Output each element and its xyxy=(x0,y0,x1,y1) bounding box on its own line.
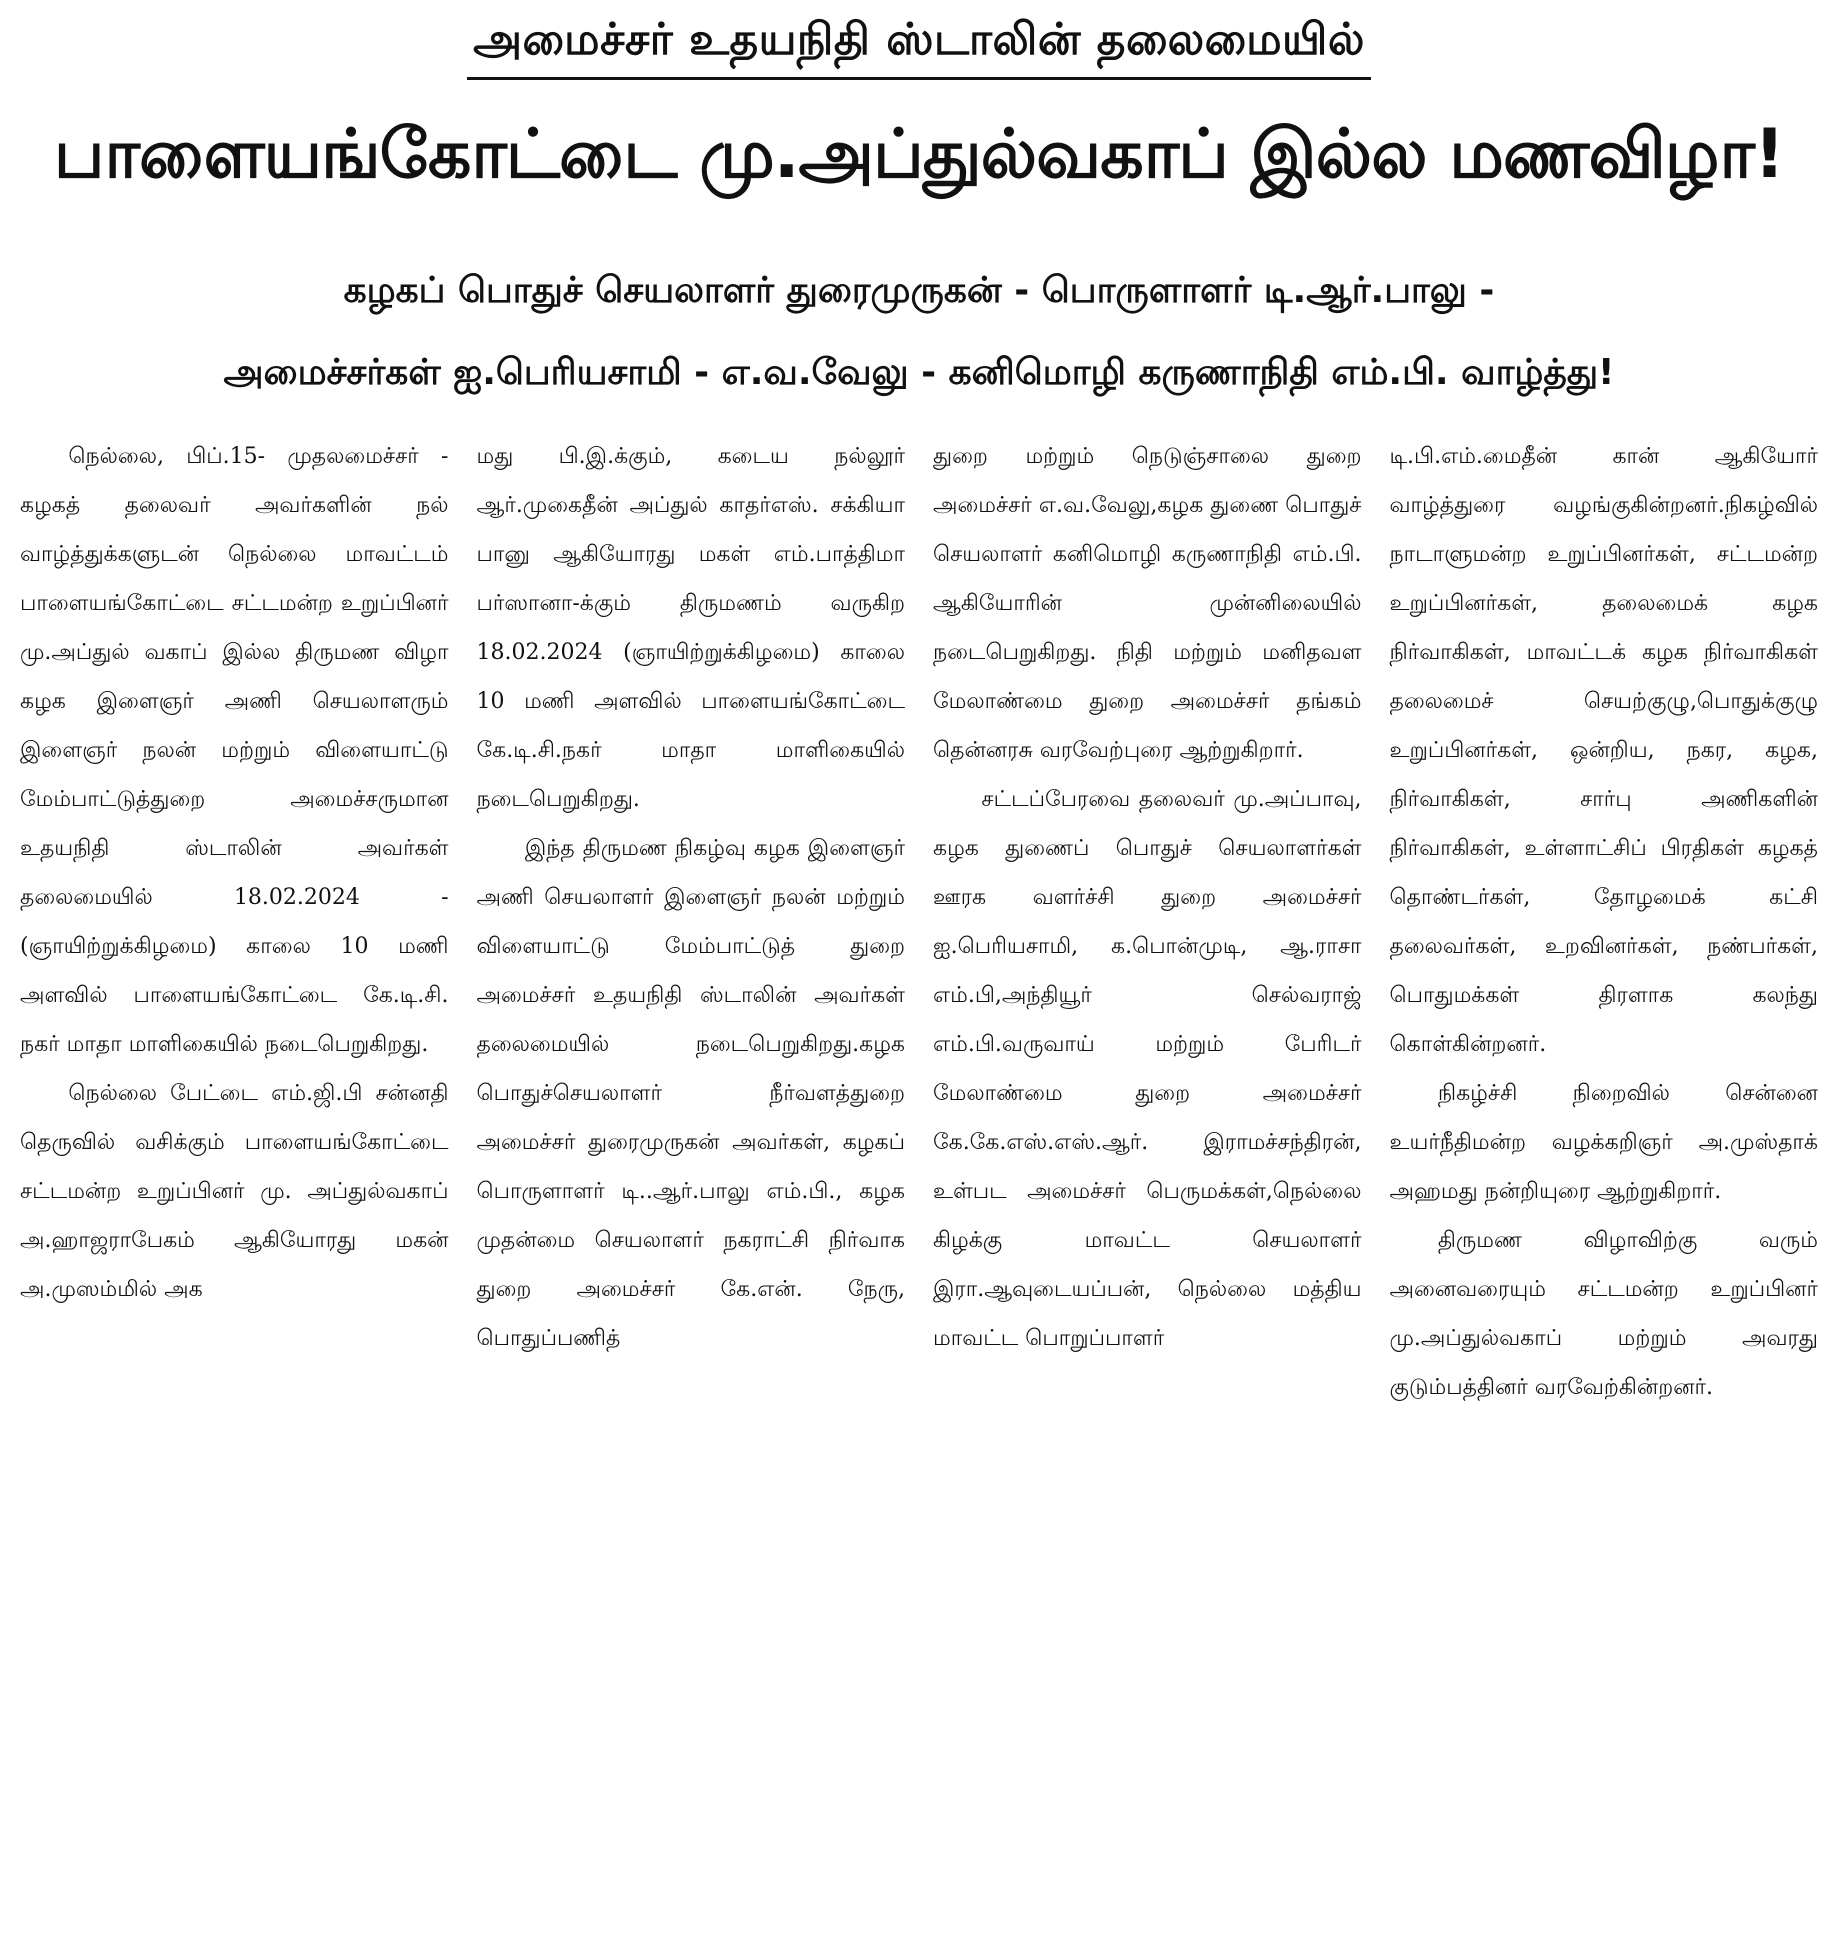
column-2 xyxy=(463,432,920,1932)
paragraph: துறை மற்றும் நெடுஞ்சாலை துறை அமைச்சர் எ.வ.வேலு,கழக துணை பொதுச் செயலாளர் கனிமொழி கருணாநிதி எம்.பி. ஆகியோரின் முன்னிலையில் நடைபெறுகிறது. நிதி மற்றும் மனிதவள மேலாண்மை துறை அமைச்சர் தங்கம் தென்னரசு வரவேற்புரை ஆற்றுகிறார். xyxy=(933,444,1362,763)
paragraph: நெல்லை பேட்டை எம்.ஜி.பி சன்னதி தெருவில் வசிக்கும் பாளையங்கோட்டை சட்டமன்ற உறுப்பினர் மு. அப்துல்வகாப் அ.ஹாஜராபேகம் ஆகியோரது மகன் அ.முஸம்மில் அக xyxy=(20,1081,449,1302)
paragraph: இந்த திருமண நிகழ்வு கழக இளைஞர் அணி செயலாளர் இளைஞர் நலன் மற்றும் விளையாட்டு மேம்பாட்டுத் துறை அமைச்சர் உதயநிதி ஸ்டாலின் அவர்கள் தலைமையில் நடைபெறுகிறது.கழக பொதுச்செயலாளர் நீர்வளத்துறை அமைச்சர் துரைமுருகன் அவர்கள், கழகப் பொருளாளர் டி..ஆர்.பாலு எம்.பி., கழக முதன்மை செயலாளர் நகராட்சி நிர்வாக துறை அமைச்சர் கே.என். நேரு, பொதுப்பணித் xyxy=(476,836,905,1351)
paragraph: மது பி.இ.க்கும், கடைய நல்லூர் ஆர்.முகைதீன் அப்துல் காதர்எஸ். சக்கியா பானு ஆகியோரது மகள் எம்.பாத்திமா பர்ஸானா-க்கும் திருமணம் வருகிற 18.02.2024 (ஞாயிற்றுக்கிழமை) காலை 10 மணி அளவில் பாளையங்கோட்டை கே.டி.சி.நகர் மாதா மாளிகையில் நடைபெறுகிறது. xyxy=(476,444,905,812)
kicker-text: அமைச்சர் உதயநிதி ஸ்டாலின் தலைமையில் xyxy=(467,14,1371,80)
paragraph: டி.பி.எம்.மைதீன் கான் ஆகியோர் வாழ்த்துரை வழங்குகின்றனர்.நிகழ்வில் நாடாளுமன்ற உறுப்பினர்கள், சட்டமன்ற உறுப்பினர்கள், தலைமைக் கழக நிர்வாகிகள், மாவட்டக் கழக நிர்வாகிகள் தலைமைச் செயற்குழு,பொதுக்குழு உறுப்பினர்கள், ஒன்றிய, நகர, கழக, நிர்வாகிகள், சார்பு அணிகளின் நிர்வாகிகள், உள்ளாட்சிப் பிரதிகள் கழகத் தொண்டர்கள், தோழமைக் கட்சி தலைவர்கள், உறவினர்கள், நண்பர்கள், பொதுமக்கள் திரளாக கலந்து கொள்கின்றனர். xyxy=(1389,444,1818,1057)
article-body xyxy=(6,432,1832,1932)
paragraph: சட்டப்பேரவை தலைவர் மு.அப்பாவு, கழக துணைப் பொதுச் செயலாளர்கள் ஊரக வளர்ச்சி துறை அமைச்சர் ஐ.பெரியசாமி, க.பொன்முடி, ஆ.ராசா எம்.பி,அந்தியூர் செல்வராஜ் எம்.பி.வருவாய் மற்றும் பேரிடர் மேலாண்மை துறை அமைச்சர் கே.கே.எஸ்.எஸ்.ஆர். இராமச்சந்திரன், உள்பட அமைச்சர் பெருமக்கள்,நெல்லை கிழக்கு மாவட்ட செயலாளர் இரா.ஆவுடையப்பன், நெல்லை மத்திய மாவட்ட பொறுப்பாளர் xyxy=(933,787,1362,1351)
subheadline-2: அமைச்சர்கள் ஐ.பெரியசாமி - எ.வ.வேலு - கனிமொழி கருணாநிதி எம்.பி. வாழ்த்து! xyxy=(223,352,1615,393)
subheadline-1: கழகப் பொதுச் செயலாளர் துரைமுருகன் - பொருளாளர் டி.ஆர்.பாலு - xyxy=(343,270,1495,311)
paragraph: திருமண விழாவிற்கு வரும் அனைவரையும் சட்டமன்ற உறுப்பினர் மு.அப்துல்வகாப் மற்றும் அவரது குடும்பத்தினர் வரவேற்கின்றனர். xyxy=(1389,1228,1818,1400)
column-3 xyxy=(919,432,1376,1932)
paragraph: நிகழ்ச்சி நிறைவில் சென்னை உயர்நீதிமன்ற வழக்கறிஞர் அ.முஸ்தாக் அஹமது நன்றியுரை ஆற்றுகிறார். xyxy=(1389,1081,1818,1204)
headline: பாளையங்கோட்டை மு.அப்துல்வகாப் இல்ல மணவிழா! xyxy=(53,115,1785,194)
column-1 xyxy=(6,432,463,1932)
kicker xyxy=(0,14,1838,80)
column-4 xyxy=(1376,432,1833,1932)
paragraph: நெல்லை, பிப்.15- முதலமைச்சர் - கழகத் தலைவர் அவர்களின் நல் வாழ்த்துக்களுடன் நெல்லை மாவட்டம் பாளையங்கோட்டை சட்டமன்ற உறுப்பினர் மு.அப்துல் வகாப் இல்ல திருமண விழா கழக இளைஞர் அணி செயலாளரும் இளைஞர் நலன் மற்றும் விளையாட்டு மேம்பாட்டுத்துறை அமைச்சருமான உதயநிதி ஸ்டாலின் அவர்கள் தலைமையில் 18.02.2024 -(ஞாயிற்றுக்கிழமை) காலை 10 மணி அளவில் பாளையங்கோட்டை கே.டி.சி. நகர் மாதா மாளிகையில் நடைபெறுகிறது. xyxy=(20,444,449,1057)
